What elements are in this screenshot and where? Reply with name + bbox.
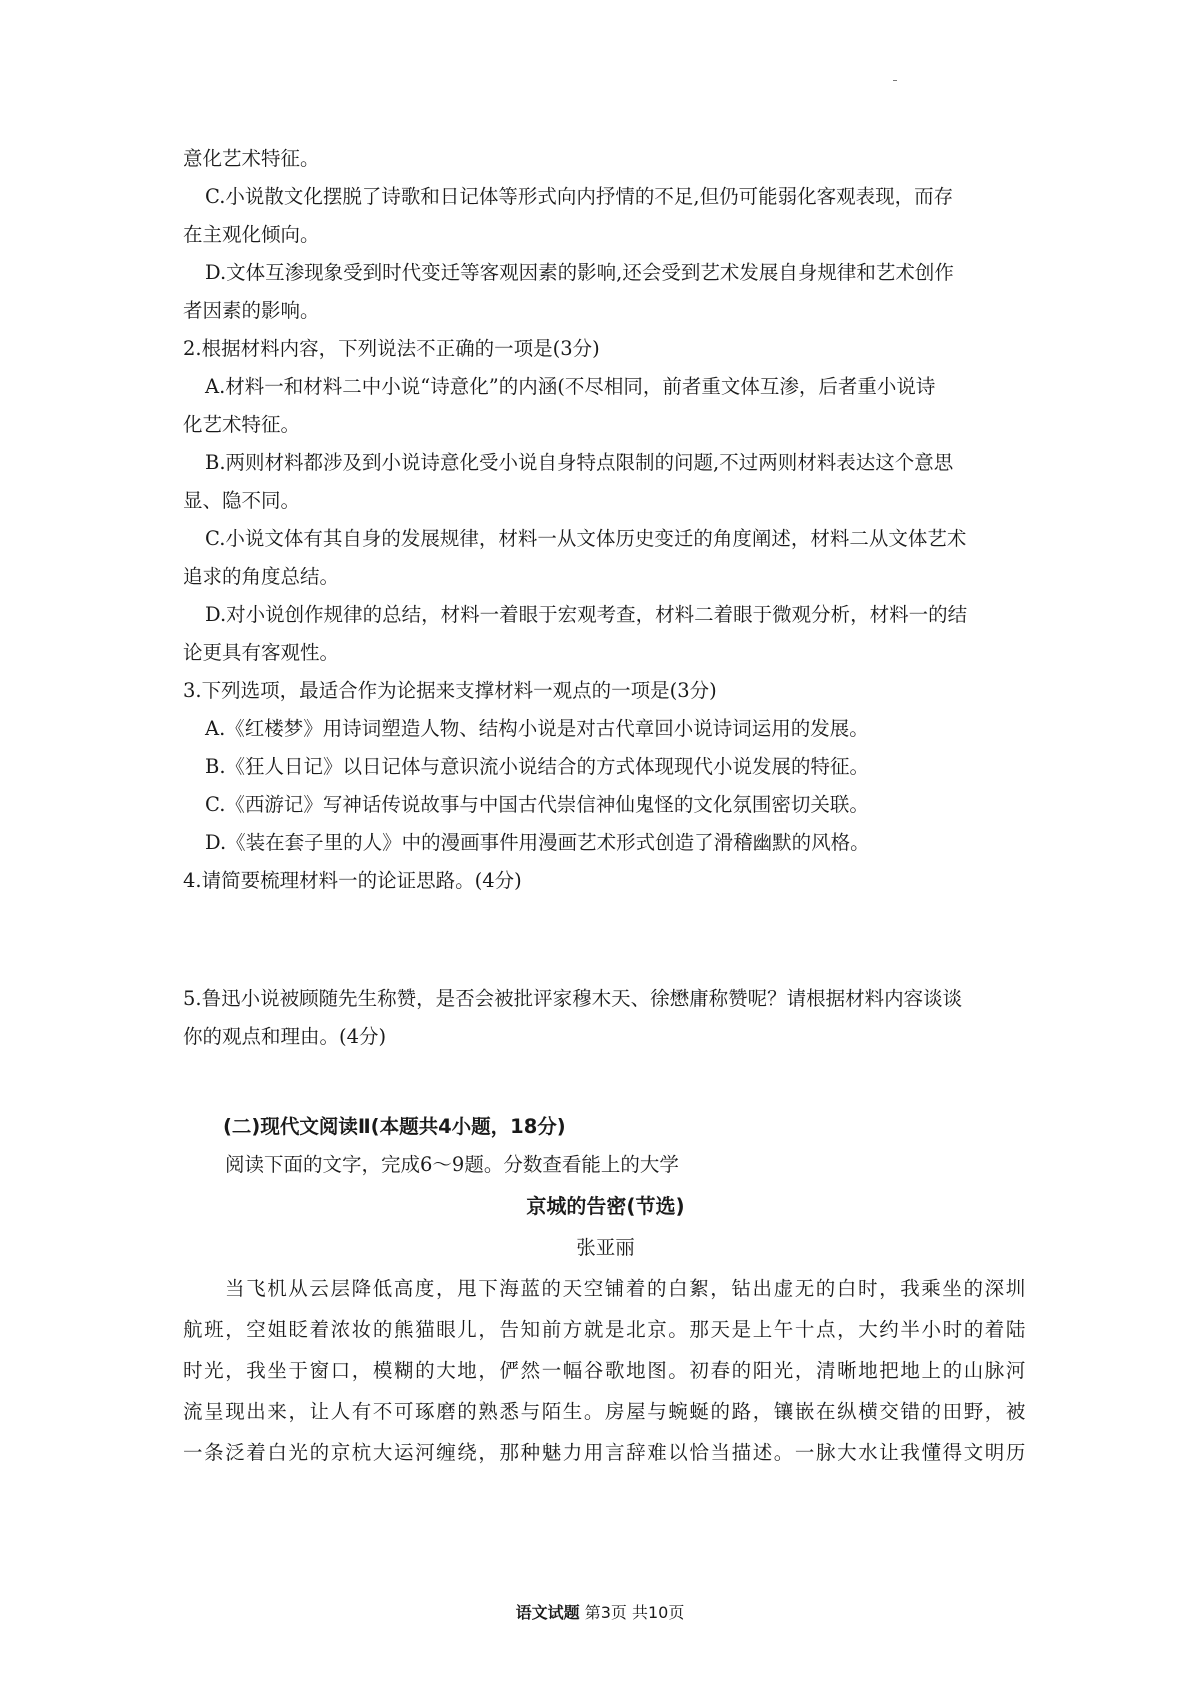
q5-line1: 5.鲁迅小说被顾随先生称赞，是否会被批评家穆木天、徐懋庸称赞呢？请根据材料内容谈谈: [183, 987, 963, 1010]
q2-option-a-line2: 化艺术特征。: [183, 413, 301, 436]
q4-answer-space: [183, 900, 1028, 980]
section-gap: [183, 1056, 1028, 1108]
q2-option-c-line1: C.小说文体有其自身的发展规律，材料一从文体历史变迁的角度阐述，材料二从文体艺术: [205, 527, 967, 550]
q3-option-b: B.《狂人日记》以日记体与意识流小说结合的方式体现现代小说发展的特征。: [205, 755, 870, 778]
q1-option-c-line1: C.小说散文化摆脱了诗歌和日记体等形式向内抒情的不足,但仍可能弱化客观表现，而存: [205, 185, 954, 208]
q2-option-d-line1: D.对小说创作规律的总结，材料一着眼于宏观考查，材料二着眼于微观分析，材料一的结: [205, 603, 968, 626]
q3-option-a: A.《红楼梦》用诗词塑造人物、结构小说是对古代章回小说诗词运用的发展。: [205, 717, 869, 740]
passage-line: 流呈现出来，让人有不可琢磨的熟悉与陌生。房屋与蜿蜒的路，镶嵌在纵横交错的田野，被: [183, 1400, 1028, 1423]
passage-line: 时光，我坐于窗口，模糊的大地，俨然一幅谷歌地图。初春的阳光，清晰地把地上的山脉河: [183, 1359, 1028, 1382]
q1-option-c-line2: 在主观化倾向。: [183, 223, 320, 246]
q1-option-d-line2: 者因素的影响。: [183, 299, 320, 322]
footer-page-number: 第3页: [584, 1603, 627, 1622]
passage-line: 航班，空姐眨着浓妆的熊猫眼儿，告知前方就是北京。那天是上午十点，大约半小时的着陆: [183, 1318, 1028, 1341]
passage-line: 一条泛着白光的京杭大运河缠绕，那种魅力用言辞难以恰当描述。一脉大水让我懂得文明历: [183, 1441, 1028, 1464]
q2-option-d-line2: 论更具有客观性。: [183, 641, 340, 664]
exam-page-content: [183, 140, 1028, 1473]
q2-option-a-line1: A.材料一和材料二中小说“诗意化”的内涵(不尽相同，前者重文体互渗，后者重小说诗: [205, 375, 936, 398]
section2-heading: (二)现代文阅读Ⅱ(本题共4小题，18分): [223, 1115, 566, 1138]
page-footer: [0, 1600, 1200, 1623]
passage-body: [183, 1268, 1028, 1473]
footer-subject: 语文试题: [515, 1603, 580, 1622]
section2-instruction: 阅读下面的文字，完成6～9题。分数查看能上的大学: [225, 1153, 679, 1176]
passage-line: 当飞机从云层降低高度，甩下海蓝的天空铺着的白絮，钻出虚无的白时，我乘坐的深圳: [225, 1277, 1027, 1300]
q2-option-b-line2: 显、隐不同。: [183, 489, 301, 512]
q2-option-b-line1: B.两则材料都涉及到小说诗意化受小说自身特点限制的问题,不过两则材料表达这个意思: [205, 451, 954, 474]
q1-option-d-line1: D.文体互渗现象受到时代变迁等客观因素的影响,还会受到艺术发展自身规律和艺术创作: [205, 261, 954, 284]
scan-mark: [893, 80, 897, 81]
q3-stem: 3.下列选项，最适合作为论据来支撑材料一观点的一项是(3分): [183, 679, 717, 702]
q3-option-c: C.《西游记》写神话传说故事与中国古代崇信神仙鬼怪的文化氛围密切关联。: [205, 793, 869, 816]
q5-line2: 你的观点和理由。(4分): [183, 1025, 387, 1048]
passage-title: 京城的告密(节选): [526, 1194, 685, 1218]
q1-option-b-continuation: 意化艺术特征。: [183, 147, 320, 170]
passage-author: 张亚丽: [576, 1236, 635, 1259]
footer-total-pages: 共10页: [632, 1603, 685, 1622]
q3-option-d: D.《装在套子里的人》中的漫画事件用漫画艺术形式创造了滑稽幽默的风格。: [205, 831, 870, 854]
q2-option-c-line2: 追求的角度总结。: [183, 565, 340, 588]
q4-stem: 4.请简要梳理材料一的论证思路。(4分): [183, 869, 522, 892]
q2-stem: 2.根据材料内容，下列说法不正确的一项是(3分): [183, 337, 600, 360]
